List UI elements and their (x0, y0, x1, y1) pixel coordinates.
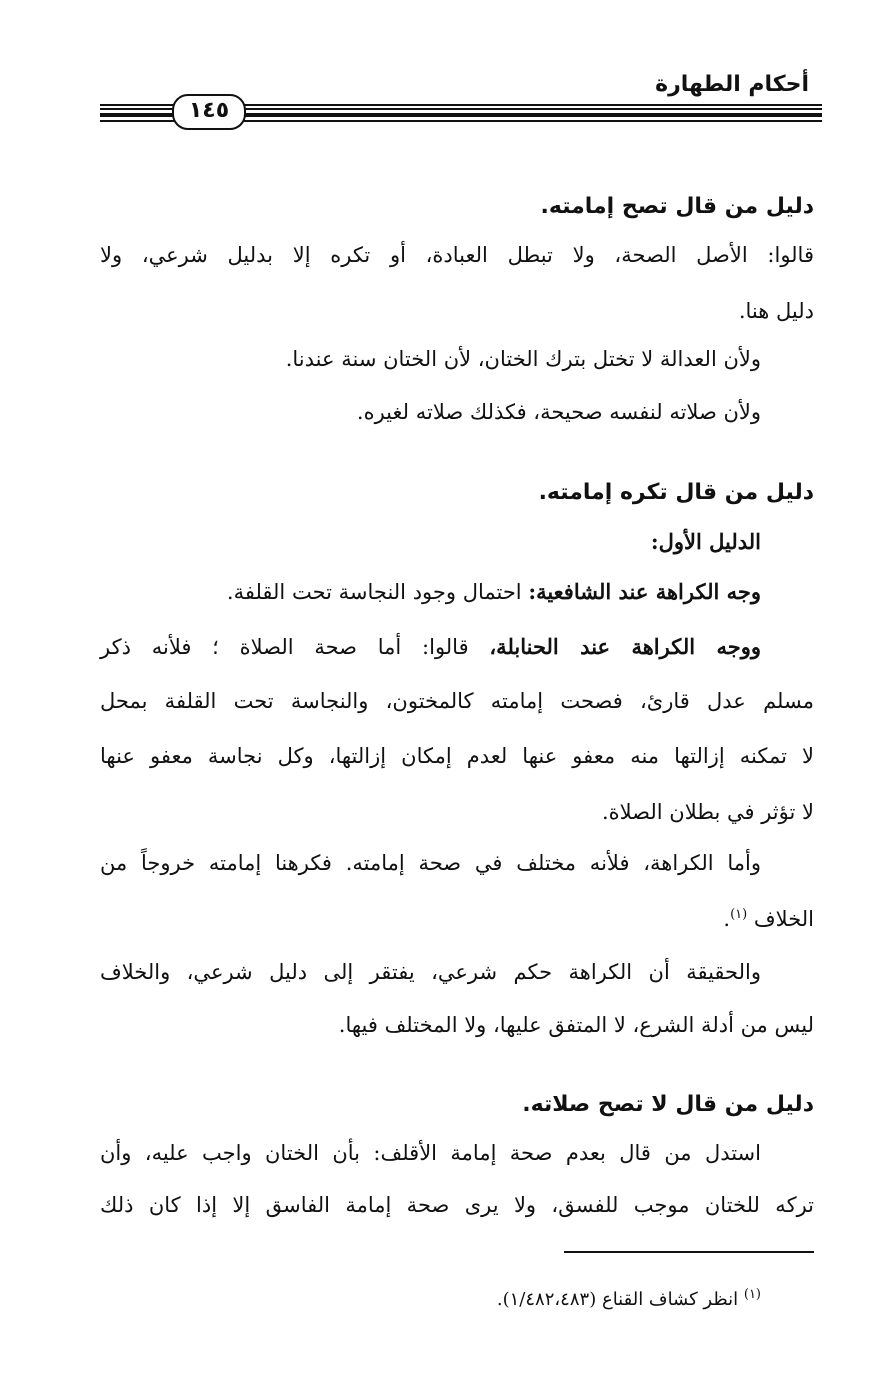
section-heading: دليل من قال تكره إمامته. (538, 480, 814, 505)
paragraph-text: الخلاف (753, 907, 814, 931)
paragraph-line: قالوا: الأصل الصحة، ولا تبطل العبادة، أو تكره إلا بدليل شرعي، ولا (100, 243, 814, 267)
footnote-text: انظر كشاف القناع (١/٤٨٢،٤٨٣). (496, 1289, 739, 1310)
paragraph-line: ولأن العدالة لا تختل بترك الختان، لأن الختان سنة عندنا. (285, 347, 761, 371)
footnote-ref: (١) (730, 907, 748, 922)
term-label: ووجه الكراهة عند الحنابلة، (489, 634, 761, 659)
section-heading: دليل من قال تصح إمامته. (540, 194, 814, 219)
section-heading: دليل من قال لا تصح صلاته. (522, 1092, 814, 1117)
paragraph-line (227, 577, 761, 607)
paragraph-line: استدل من قال بعدم صحة إمامة الأقلف: بأن الختان واجب عليه، وأن (100, 1141, 761, 1165)
paragraph-line: الخلاف $^{(١)}$. (723, 907, 814, 931)
paragraph-line: لا تمكنه إزالتها منه معفو عنها لعدم إمكان إزالتها، وكل نجاسة معفو عنها (100, 744, 814, 768)
term-text: قالوا: أما صحة الصلاة ؛ فلأنه ذكر (100, 635, 490, 659)
subheading: الدليل الأول: (650, 529, 761, 554)
paragraph-line: والحقيقة أن الكراهة حكم شرعي، يفتقر إلى دليل شرعي، والخلاف (100, 960, 761, 984)
footnote (497, 1287, 761, 1310)
paragraph-line (100, 632, 761, 662)
paragraph-line: تركه للختان موجب للفسق، ولا يرى صحة إمامة الفاسق إلا إذا كان ذلك (100, 1193, 814, 1217)
paragraph-line: دليل هنا. (738, 299, 814, 323)
term-label: وجه الكراهة عند الشافعية: (528, 579, 761, 604)
page-number: ١٤٥ (172, 94, 246, 130)
paragraph-line: وأما الكراهة، فلأنه مختلف في صحة إمامته. فكرهنا إمامته خروجاً من (100, 851, 761, 875)
paragraph-line: لا تؤثر في بطلان الصلاة. (601, 800, 814, 824)
paragraph-line: ولأن صلاته لنفسه صحيحة، فكذلك صلاته لغيره. (356, 400, 761, 424)
paragraph-line: ليس من أدلة الشرع، لا المتفق عليها، ولا المختلف فيها. (338, 1013, 814, 1037)
footnote-number: (١) (743, 1287, 761, 1302)
footnote-divider (564, 1251, 814, 1253)
paragraph-line: مسلم عدل قارئ، فصحت إمامته كالمختون، والنجاسة تحت القلفة بمحل (100, 689, 814, 713)
term-text: احتمال وجود النجاسة تحت القلفة. (226, 580, 529, 604)
running-title: أحكام الطهارة (655, 72, 809, 97)
